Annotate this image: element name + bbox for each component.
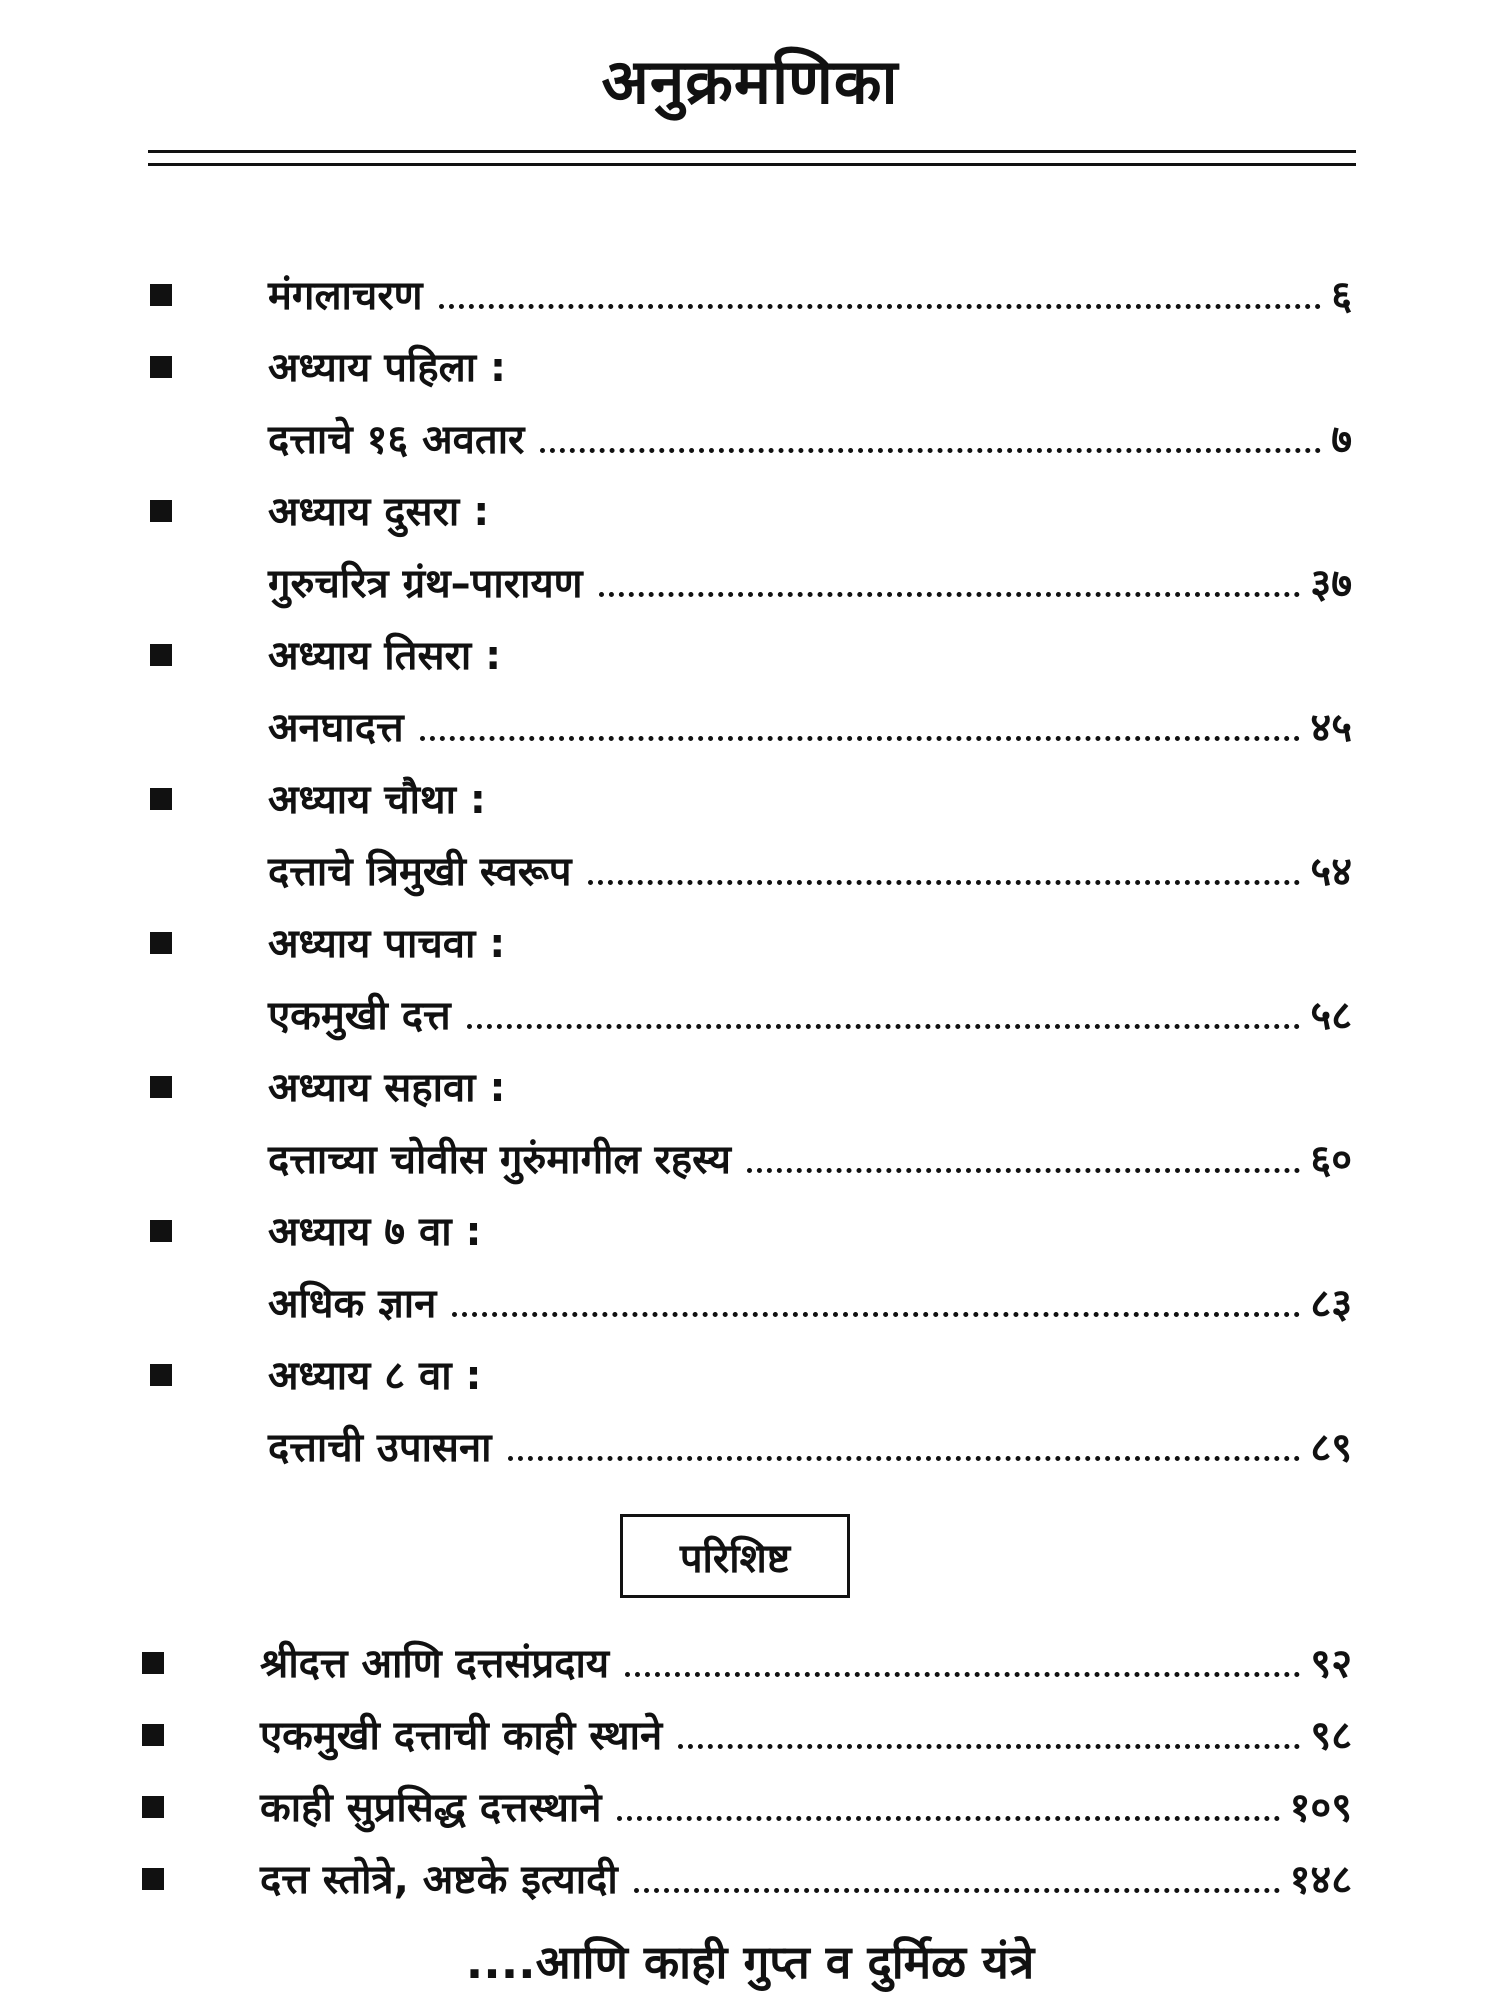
toc-entry [268,842,1352,897]
toc-entry-row [0,550,1500,622]
toc-entry-label: मंगलाचरण [268,273,423,319]
toc-entry-label: अधिक ज्ञान [268,1281,437,1327]
chapter-heading-row [0,622,1500,694]
toc-entry [268,1418,1352,1473]
toc-entry-row [0,1270,1500,1342]
appendix-entry-page: १४८ [1289,1857,1352,1903]
dot-leader [747,1168,1300,1173]
chapter-heading [268,482,1352,537]
title-rule-bottom [148,163,1356,166]
dot-leader [599,592,1301,597]
appendix-entry-row [0,1846,1500,1918]
appendix-entry-page: १०९ [1289,1785,1352,1831]
chapter-heading-row [0,334,1500,406]
page-title: अनुक्रमणिका [601,45,899,118]
appendix-entry-label: एकमुखी दत्ताची काही स्थाने [260,1713,663,1759]
toc-entry-label: दत्ताची उपासना [268,1425,492,1471]
chapter-heading-label: अध्याय सहावा : [268,1065,506,1111]
bullet-square-icon [150,788,172,810]
toc-entry-label: एकमुखी दत्त [268,993,451,1039]
bullet-square-icon [142,1652,164,1674]
appendix-entry [260,1778,1352,1833]
appendix-heading-box: परिशिष्ट [620,1514,850,1598]
dot-leader [617,1816,1279,1821]
bullet-square-icon [150,932,172,954]
toc-entry-page: ८९ [1310,1425,1352,1471]
toc-entry [268,1274,1352,1329]
bullet-square-icon [150,644,172,666]
dot-leader [634,1888,1280,1893]
toc-entry [268,698,1352,753]
dot-leader [420,736,1301,741]
chapter-heading-row [0,766,1500,838]
chapter-heading-label: अध्याय ८ वा : [268,1353,482,1399]
appendix-entry-row [0,1702,1500,1774]
chapter-heading [268,1058,1352,1113]
appendix-entry-page: ९२ [1310,1641,1352,1687]
bullet-square-icon [150,1220,172,1242]
bullet-square-icon [150,284,172,306]
toc-entry [268,266,1352,321]
bullet-square-icon [150,1076,172,1098]
dot-leader [508,1456,1301,1461]
bullet-square-icon [150,500,172,522]
chapter-list [0,262,1500,1486]
chapter-heading [268,770,1352,825]
chapter-heading-row [0,910,1500,982]
appendix-entry-label: काही सुप्रसिद्ध दत्तस्थाने [260,1785,602,1831]
dot-leader [540,448,1321,453]
chapter-heading-label: अध्याय चौथा : [268,777,486,823]
toc-entry-page: ४५ [1310,705,1352,751]
appendix-entry-label: दत्त स्तोत्रे, अष्टके इत्यादी [260,1857,618,1903]
toc-entry-page: ५४ [1310,849,1352,895]
toc-entry-label: दत्ताच्या चोवीस गुरुंमागील रहस्य [268,1137,731,1183]
dot-leader [452,1312,1300,1317]
toc-entry [268,554,1352,609]
toc-entry-label: गुरुचरित्र ग्रंथ–पारायण [268,561,583,607]
appendix-entry-page: ९८ [1310,1713,1352,1759]
toc-entry [268,410,1352,465]
appendix-entry [260,1850,1352,1905]
bullet-square-icon [142,1868,164,1890]
dot-leader [678,1744,1300,1749]
toc-entry [268,986,1352,1041]
footer-note: ....आणि काही गुप्त व दुर्मिळ यंत्रे [465,1935,1035,1989]
toc-entry-row [0,694,1500,766]
toc-entry-page: ८३ [1310,1281,1352,1327]
appendix-entry [260,1706,1352,1761]
toc-entry-page: ३७ [1310,561,1352,607]
bullet-square-icon [142,1724,164,1746]
toc-entry-page: ७ [1331,417,1352,463]
appendix-entry [260,1634,1352,1689]
toc-entry-row [0,982,1500,1054]
dot-leader [467,1024,1301,1029]
dot-leader [625,1672,1300,1677]
chapter-heading-label: अध्याय ७ वा : [268,1209,482,1255]
toc-entry-label: अनघादत्त [268,705,404,751]
toc-entry [268,1130,1352,1185]
chapter-heading-row [0,1054,1500,1126]
bullet-square-icon [150,356,172,378]
toc-entry-label: दत्ताचे १६ अवतार [268,417,525,463]
toc-entry-row [0,1414,1500,1486]
toc-entry-row [0,406,1500,478]
chapter-heading [268,626,1352,681]
toc-entry-row [0,1126,1500,1198]
toc-entry-page: ५८ [1310,993,1352,1039]
dot-leader [439,304,1322,309]
title-rule-top [148,150,1356,153]
chapter-heading [268,338,1352,393]
toc-entry-row [0,838,1500,910]
chapter-heading [268,1202,1352,1257]
chapter-heading-row [0,1198,1500,1270]
dot-leader [588,880,1301,885]
appendix-entry-row [0,1774,1500,1846]
bullet-square-icon [142,1796,164,1818]
chapter-heading-label: अध्याय पाचवा : [268,921,506,967]
appendix-list [0,1630,1500,1918]
toc-entry-row [0,262,1500,334]
chapter-heading [268,1346,1352,1401]
toc-entry-page: ६ [1331,273,1352,319]
chapter-heading-row [0,478,1500,550]
toc-entry-page: ६० [1310,1137,1352,1183]
chapter-heading [268,914,1352,969]
bullet-square-icon [150,1364,172,1386]
appendix-entry-row [0,1630,1500,1702]
appendix-entry-label: श्रीदत्त आणि दत्तसंप्रदाय [260,1641,610,1687]
chapter-heading-row [0,1342,1500,1414]
chapter-heading-label: अध्याय तिसरा : [268,633,502,679]
chapter-heading-label: अध्याय पहिला : [268,345,507,391]
chapter-heading-label: अध्याय दुसरा : [268,489,490,535]
toc-entry-label: दत्ताचे त्रिमुखी स्वरूप [268,849,572,895]
